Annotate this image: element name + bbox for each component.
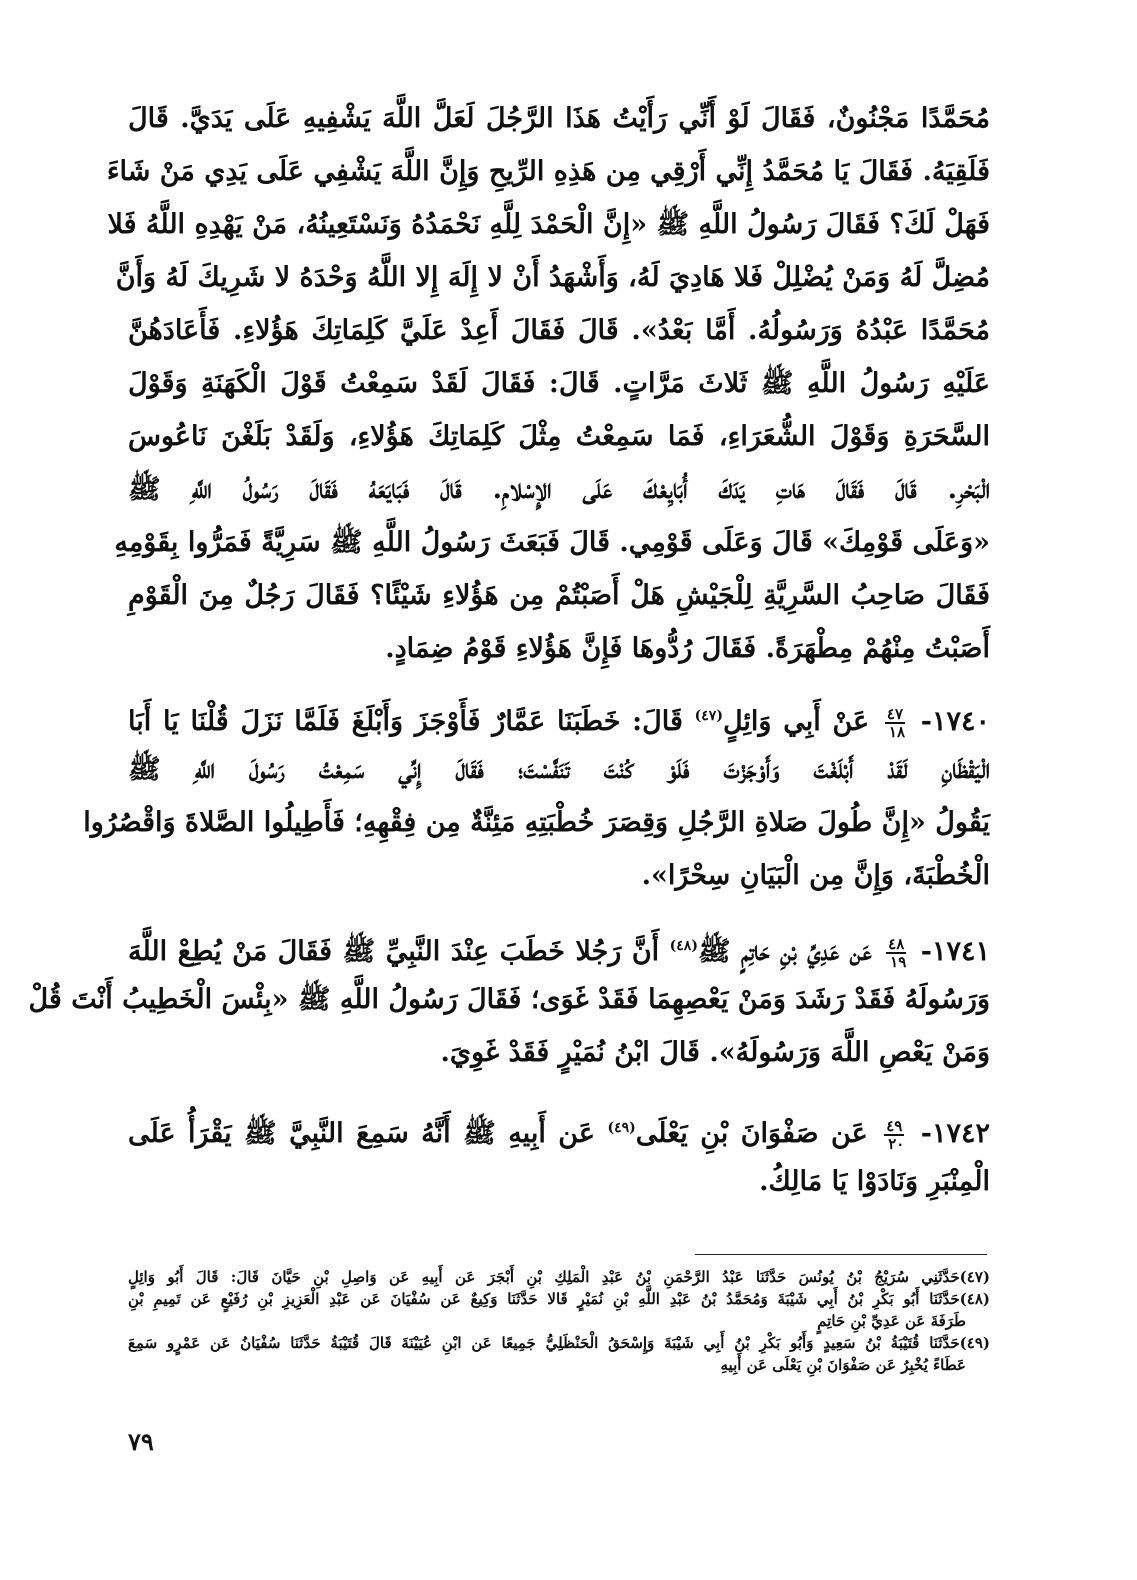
text-line: الْمِنْبَرِ وَنَادَوْا يَا مَالِكُ. [759, 1166, 990, 1197]
footnote-48-continuation: طَرَفَةَ عَن عَدِيِّ بْنِ حَاتِمٍ [817, 1312, 966, 1330]
page-number: ٧٩ [128, 1427, 154, 1456]
hadith-1740 [83, 690, 991, 902]
text-line: مُضِلَّ لَهُ وَمَنْ يُضْلِلْ فَلا هَادِيَ لَهُ، وَأَشْهَدُ أَنْ لا إِلَهَ إِلا اللَّهُ وَحْدَهُ لا شَرِيكَ لَهُ وَأَنَّ [115, 262, 990, 293]
narrator: عَنْ أَبِي وَائِلٍ [722, 706, 870, 737]
text-line: الْخُطْبَةَ، وَإِنَّ مِن الْبَيَانِ سِحْرًا». [641, 860, 990, 891]
text-line: «وَعَلَى قَوْمِكَ» قَالَ وَعَلَى قَوْمِي. قَالَ فَبَعَثَ رَسُولُ اللَّهِ ﷺ سَرِيَّةً فَمَرُّوا بِقَوْمِهِ [114, 527, 990, 558]
text-line: الْيَقْظَانِ لَقَدْ أَبْلَغْتَ وَأَوْجَزْتَ فَلَوْ كُنْتَ تَنَفَّسْتَ؛ فَقَالَ إِنِّي سَمِعْتُ رَسُولَ اللَّهِ ﷺ [128, 754, 990, 785]
text-line: وَرَسُولَهُ فَقَدْ رَشَدَ وَمَنْ يَعْصِهِمَا فَقَدْ غَوَى؛ فَقَالَ رَسُولُ اللَّهِ ﷺ «بِئْسَ الْخَطِيبُ أَنْتَ قُلْ [28, 984, 990, 1015]
hadith-1739-continuation [106, 92, 990, 675]
text-line: فَقَالَ صَاحِبُ السَّرِيَّةِ لِلْجَيْشِ هَلْ أَصَبْتُمْ مِن هَؤُلاءِ شَيْئًا؟ فَقَالَ رَجُلٌ مِنَ الْقَوْمِ [128, 580, 990, 611]
hadith-first-line: ١٧٤١- $\frac{٤٨}{١٩}$ عَن عَدِيِّ بْنِ حَاتِمٍ ﷺ$^{(٤٨)}$ أَنَّ رَجُلا خَطَبَ عِنْدَ النَّبِيِّ ﷺ فَقَالَ مَنْ يُطِعْ اللَّهَ [128, 934, 990, 971]
reference-fraction: $\frac{٤٨}{١٩}$ [888, 934, 907, 971]
text-line: الْبَحْرِ. قَالَ فَقَالَ هَاتِ يَدَكَ أُبَايِعْكَ عَلَى الإِسْلامِ. قَالَ فَبَايَعَهُ فَقَالَ رَسُولُ اللَّهِ ﷺ [128, 474, 990, 505]
footnote-marker: (٤٨) [669, 938, 698, 954]
hadith-first-line: ١٧٤٢- $\frac{٤٩}{٢٠}$ عَن صَفْوَانَ بْنِ يَعْلَى$^{(٤٩)}$ عَن أَبِيهِ ﷺ أَنَّهُ سَمِعَ النَّبِيَّ ﷺ يَقْرَأُ عَلَى [128, 1116, 991, 1153]
text-line: فَلَقِيَهُ. فَقَالَ يَا مُحَمَّدُ إِنِّي أَرْقِي مِن هَذِهِ الرِّيحِ وَإِنَّ اللَّهَ يَشْفِي عَلَى يَدِي مَنْ شَاءَ [106, 156, 990, 187]
text-line: مُحَمَّدًا عَبْدُهُ وَرَسُولُهُ. أَمَّا بَعْدُ». قَالَ فَقَالَ أَعِدْ عَلَيَّ كَلِمَاتِكَ هَؤُلاءِ. فَأَعَادَهُنَّ [128, 315, 990, 346]
text-line: عَلَيْهِ رَسُولُ اللَّهِ ﷺ ثَلاثَ مَرَّاتٍ. قَالَ: فَقَالَ لَقَدْ سَمِعْتُ قَوْلَ الْكَهَنَةِ وَقَوْلَ [128, 368, 990, 399]
footnote-49: (٤٩)حَدَّثَنَا قُتَيْبَةُ بْنُ سَعِيدٍ وَأَبُو بَكْرِ بْنُ أَبِي شَيْبَةَ وَإِسْحَقُ الْحَنْظَلِيُّ جَمِيعًا عَن ابْنِ عُيَيْنَةَ قَالَ قُتَيْبَةُ حَدَّثَنَا سُفْيَانُ عَن عَمْرٍو سَمِعَ [128, 1334, 990, 1352]
text-line: مُحَمَّدًا مَجْنُونٌ، فَقَالَ لَوْ أَنِّي رَأَيْتُ هَذَا الرَّجُلَ لَعَلَّ اللَّهَ يَشْفِيهِ عَلَى يَدَيَّ. قَالَ [128, 103, 990, 134]
hadith-number: ١٧٤٢- [920, 1118, 991, 1149]
footnote-marker: (٤٧) [694, 708, 723, 724]
footnotes [128, 1266, 990, 1376]
narrator: عَن عَدِيِّ بْنِ حَاتِمٍ ﷺ [697, 936, 872, 967]
narrator: عَن صَفْوَانَ بْنِ يَعْلَى [635, 1118, 868, 1149]
footnote-47: (٤٧)حَدَّثَنِي سُرَيْجُ بْنُ يُونُسَ حَدَّثَنَا عَبْدُ الرَّحْمَنِ بْنُ عَبْدِ الْمَلِكِ بْنِ أَبْجَرَ عَن أَبِيهِ عَن وَاصِلِ بْنِ حَيَّانَ قَالَ: قَالَ أَبُو وَائِلٍ [128, 1268, 990, 1286]
footnote-marker: (٤٩) [607, 1120, 636, 1136]
hadith-number: ١٧٤٠- [920, 706, 991, 737]
text-line: فَهَلْ لَكَ؟ فَقَالَ رَسُولُ اللَّهِ ﷺ «إِنَّ الْحَمْدَ لِلَّهِ نَحْمَدُهُ وَنَسْتَعِينُهُ، مَنْ يَهْدِهِ اللَّهُ فَلا [107, 209, 990, 240]
hadith-1742 [128, 1102, 990, 1208]
hadith-1741 [28, 920, 990, 1079]
footnote-divider [695, 1254, 987, 1255]
footnote-49-continuation: عَطَاءً يُخْبِرُ عَن صَفْوَانَ بْنِ يَعْلَى عَن أَبِيهِ [720, 1356, 966, 1374]
text-line: السَّحَرَةِ وَقَوْلَ الشُّعَرَاءِ، فَمَا سَمِعْتُ مِثْلَ كَلِمَاتِكَ هَؤُلاءِ، وَلَقَدْ بَلَغْنَ نَاعُوسَ [128, 421, 990, 452]
hadith-number: ١٧٤١- [920, 936, 990, 967]
text-line: وَمَنْ يَعْصِ اللَّهَ وَرَسُولَهُ». قَالَ ابْنُ نُمَيْرٍ فَقَدْ غَوِيَ. [440, 1037, 990, 1068]
text-line: يَقُولُ «إِنَّ طُولَ صَلاةِ الرَّجُلِ وَقِصَرَ خُطْبَتِهِ مَئِنَّةٌ مِن فِقْهِهِ؛ فَأَطِيلُوا الصَّلاةَ وَاقْصُرُوا [83, 807, 990, 838]
reference-fraction: $\frac{٤٧}{١٨}$ [886, 704, 906, 741]
reference-fraction: $\frac{٤٩}{٢٠}$ [886, 1116, 905, 1153]
text-line: أَصَبْتُ مِنْهُمْ مِطْهَرَةً. فَقَالَ رُدُّوهَا فَإِنَّ هَؤُلاءِ قَوْمُ ضِمَادٍ. [385, 633, 990, 664]
hadith-first-line: ١٧٤٠- $\frac{٤٧}{١٨}$ عَنْ أَبِي وَائِلٍ$^{(٤٧)}$ قَالَ: خَطَبَنَا عَمَّارٌ فَأَوْجَزَ وَأَبْلَغَ فَلَمَّا نَزَلَ قُلْنَا يَا أَبَا [128, 704, 991, 741]
footnote-48: (٤٨)حَدَّثَنَا أَبُو بَكْرِ بْنُ أَبِي شَيْبَةَ وَمُحَمَّدُ بْنُ عَبْدِ اللَّهِ بْنِ نُمَيْرٍ قَالا حَدَّثَنَا وَكِيعٌ عَن سُفْيَانَ عَن عَبْدِ الْعَزِيزِ بْنِ رُفَيْعٍ عَن تَمِيمِ بْنِ [128, 1290, 990, 1308]
